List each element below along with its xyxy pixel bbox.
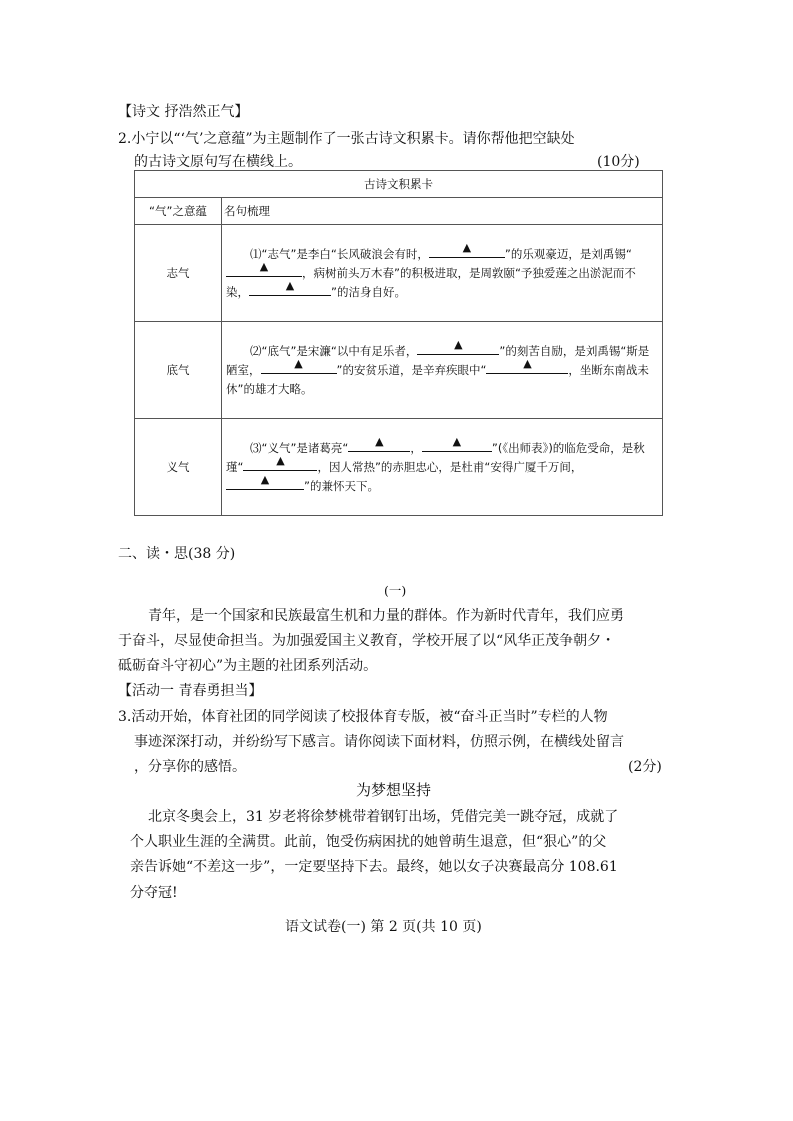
card-row-zhiqi <box>135 225 663 322</box>
page-footer: 语文试卷(一) 第 2 页(共 10 页) <box>285 919 482 935</box>
question-2-line-1: 2.小宁以“‘气’之意蕴”为主题制作了一张古诗文积累卡。请你帮他把空缺处 <box>118 131 575 147</box>
question-2-score: (10分) <box>597 154 640 170</box>
card-row-label: 底气 <box>135 322 222 419</box>
question-2-line-2: 的古诗文原句写在横线上。 <box>134 154 302 170</box>
answer-blank[interactable]: ▲ <box>226 264 302 277</box>
activity-heading: 【活动一 青春勇担当】 <box>118 683 263 699</box>
answer-blank[interactable]: ▲ <box>429 245 505 258</box>
intro-line-2: 于奋斗，尽显使命担当。为加强爱国主义教育，学校开展了以“风华正茂争朝夕・ <box>118 633 616 649</box>
answer-blank[interactable]: ▲ <box>417 342 499 355</box>
card-row-yiqi <box>135 419 663 516</box>
card-col2-header: 名句梳理 <box>222 198 663 225</box>
article-title: 为梦想坚持 <box>356 781 432 799</box>
card-row-diqi <box>135 322 663 419</box>
card-row-label: 义气 <box>135 419 222 516</box>
section-heading-poetry: 【诗文 抒浩然正气】 <box>118 104 249 120</box>
intro-line-1: 青年，是一个国家和民族最富生机和力量的群体。作为新时代青年，我们应勇 <box>148 608 624 624</box>
question-3-line-3: ，分享你的感悟。 <box>134 759 246 775</box>
card-row-content: ⑵“底气”是宋濂“以中有足乐者， ▲ ”的刻苦自励，是刘禹锡“斯是陋室， ▲ ”的安贫乐道，是辛弃疾眼中“ ▲ ，坐断东南战未休”的雄才大略。 <box>222 322 663 419</box>
question-3-score: (2分) <box>628 759 662 775</box>
card-row-content: ⑶“义气”是诸葛亮“ ▲ ， ▲ ”(《出师表》)的临危受命，是秋瑾“ ▲ ，因人常热”的赤胆忠心，是杜甫“安得广厦千万间， ▲ ”的兼怀天下。 <box>222 419 663 516</box>
poetry-accumulation-card <box>134 170 663 516</box>
answer-blank[interactable]: ▲ <box>226 477 304 490</box>
article-line-2: 个人职业生涯的全满贯。此前，饱受伤病困扰的她曾萌生退意，但“狠心”的父 <box>130 834 607 850</box>
article-line-3: 亲告诉她“不差这一步”，一定要坚持下去。最终，她以女子决赛最高分 108.61 <box>130 859 618 875</box>
answer-blank[interactable]: ▲ <box>243 458 317 471</box>
card-title: 古诗文积累卡 <box>135 171 663 198</box>
answer-blank[interactable]: ▲ <box>348 439 410 452</box>
section-heading-reading: 二、读・思(38 分) <box>118 546 236 562</box>
card-row-label: 志气 <box>135 225 222 322</box>
article-line-4: 分夺冠! <box>130 885 178 901</box>
answer-blank[interactable]: ▲ <box>261 361 337 374</box>
answer-blank[interactable]: ▲ <box>249 283 331 296</box>
part-number: (一) <box>384 583 407 598</box>
answer-blank[interactable]: ▲ <box>486 361 568 374</box>
answer-blank[interactable]: ▲ <box>422 439 492 452</box>
question-3-line-2: 事迹深深打动，并纷纷写下感言。请你阅读下面材料，仿照示例，在横线处留言 <box>134 734 624 750</box>
question-3-line-1: 3.活动开始，体育社团的同学阅读了校报体育专版，被“奋斗正当时”专栏的人物 <box>118 709 608 725</box>
card-row-content: ⑴“志气”是李白“长风破浪会有时， ▲ ”的乐观豪迈，是刘禹锡“ ▲ ，病树前头万木春”的积极进取，是周敦颐“予独爱莲之出淤泥而不染， ▲ ”的洁身自好。 <box>222 225 663 322</box>
article-line-1: 北京冬奥会上，31 岁老将徐梦桃带着钢钉出场，凭借完美一跳夺冠，成就了 <box>148 809 619 825</box>
intro-line-3: 砥砺奋斗守初心”为主题的社团系列活动。 <box>118 658 378 674</box>
card-col1-header: “气”之意蕴 <box>135 198 222 225</box>
